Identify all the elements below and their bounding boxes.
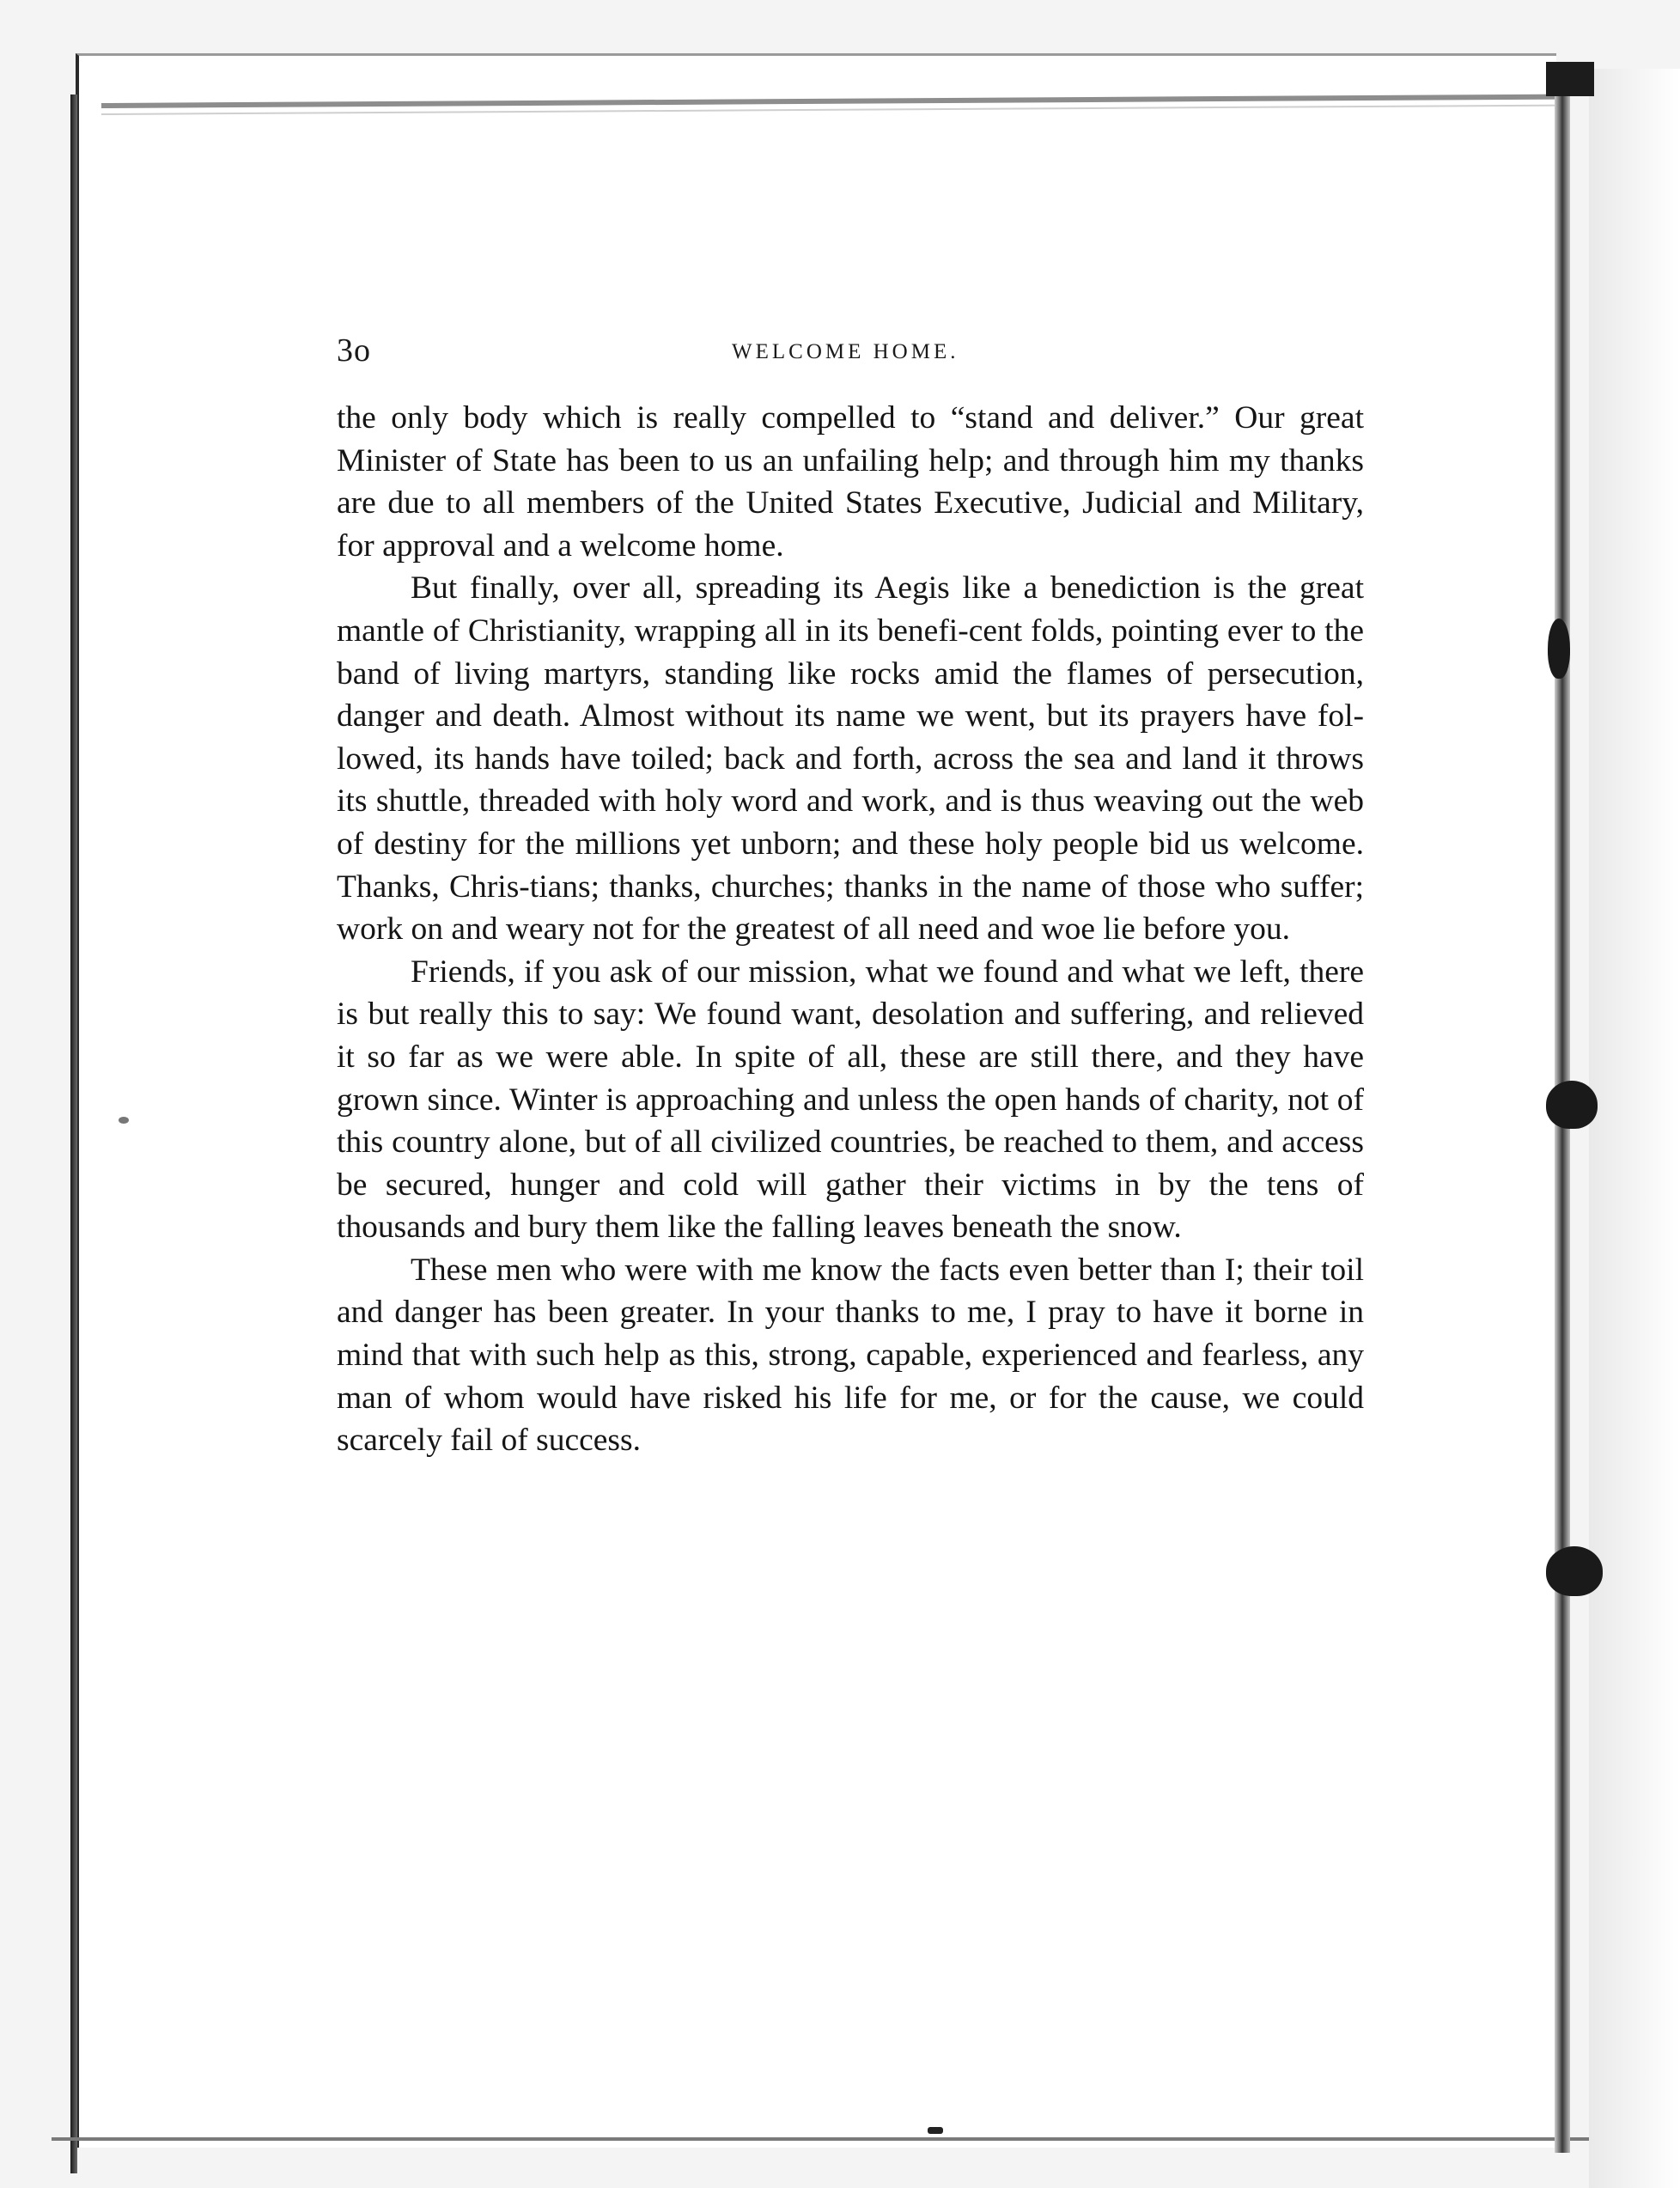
paragraph: These men who were with me know the facts even better than I; their toil and danger has been greater. In your thanks to me, I pray to have it borne in mind that with such help as this, strong, capable, experienced and fearless, any man of whom would have risked his life for me, or for the cause, we could scarcely fail of success.: [337, 1252, 1364, 1459]
binding-clip-bottom: [1546, 1546, 1603, 1596]
page-left-edge: [70, 94, 77, 2173]
paragraph: Friends, if you ask of our mission, what we found and what we left, there is but really this to say: We found want, desolation and suffering, and relieved it so far as we were able. In spite of all, these are still there, and they have grown since. Winter is approaching and unless the open hands of charity, not of this country alone, but of all civilized countries, be reached to them, and access be secured, hunger and cold will gather their victims in by the tens of thousands and bury them like the falling leaves beneath the snow.: [337, 954, 1364, 1246]
binding-clip-top: [1548, 619, 1570, 679]
paragraph: But finally, over all, spreading its Aegis like a benediction is the great mantle of Christianity, wrapping all in its benefi-cent folds, pointing ever to the band of living martyrs, standing like rocks amid the flames of persecution, danger and death. Almost without its name we went, but its prayers have fol-lowed, its hands have toiled; back and forth, across the sea and land it throws its shuttle, threaded with holy word and work, and is thus weaving out the web of destiny for the millions yet unborn; and these holy people bid us welcome. Thanks, Chris-tians; thanks, churches; thanks in the name of those who suffer; work on and weary not for the greatest of all need and woe lie before you.: [337, 570, 1364, 948]
running-title: WELCOME HOME.: [732, 340, 959, 363]
adjacent-page-edge: [1589, 69, 1680, 2188]
body-text: [337, 397, 1364, 1462]
ink-mark: [928, 2127, 943, 2134]
bottom-page-edge: [52, 2137, 1589, 2141]
binding-top-cap: [1546, 62, 1594, 96]
page-number: 3o: [337, 332, 371, 369]
ink-speck: [119, 1117, 129, 1124]
running-head: [337, 332, 1359, 371]
binding-clip-middle: [1546, 1081, 1598, 1129]
paragraph: the only body which is really compelled to “stand and deliver.” Our great Minister of State has been to us an unfailing help; and through him my thanks are due to all members of the United States Executive, Judicial and Military, for approval and a welcome home.: [337, 400, 1364, 564]
